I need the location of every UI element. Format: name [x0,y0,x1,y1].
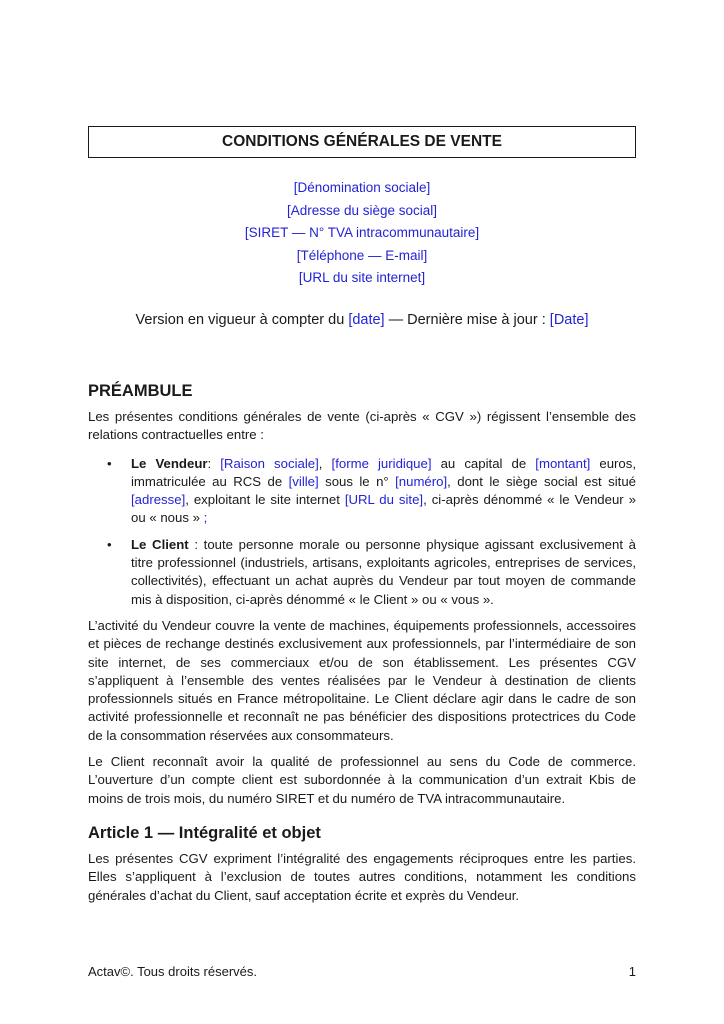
list-item-vendor [107,455,637,528]
client-text: : toute personne morale ou personne physique agissant exclusivement à titre professionnel (industriels, artisans, exploitants agricoles, entreprises de services, collectivités), effectuant un achat auprès du Vendeur par tout moyen de commande mis à disposition, ci-après dénommé « le Client » ou « vous ». [131,536,637,607]
url-placeholder: [URL du site] [344,492,424,508]
company-contact-placeholder: [Téléphone — E-mail] [296,247,428,263]
version-middle: — Dernière mise à jour : [384,312,550,328]
document-body [88,380,636,905]
vendor-text-1: au capital de [431,455,536,471]
company-info-block [88,177,636,290]
vendor-text-3: sous le n° [318,473,396,489]
preamble-heading: PRÉAMBULE [88,382,193,400]
vendor-label: Le Vendeur [131,455,208,471]
update-date-placeholder: [Date] [549,312,589,328]
forme-juridique-placeholder: [forme juridique] [331,455,432,471]
raison-sociale-placeholder: [Raison sociale] [220,455,319,471]
version-prefix: Version en vigueur à compter du [135,312,349,328]
bullet-icon: • [107,455,112,471]
preamble-intro: Les présentes conditions générales de vente (ci-après « CGV ») régissent l’ensemble des relations contractuelles entre : [88,409,636,443]
ville-placeholder: [ville] [288,473,319,489]
version-line [88,310,636,330]
article-1-paragraph: Les présentes CGV expriment l’intégralité des engagements réciproques entre les parties. Elles s’appliquent à l’exclusion de toutes autres conditions, notamment les conditions générales d’achat du Client, sauf acceptation écrite et exprès du Vendeur. [88,850,636,903]
activity-paragraph: L’activité du Vendeur couvre la vente de machines, équipements professionnels, accessoires et pièces de rechange destinés exclusivement aux professionnels, par l’intermédiaire de son site internet, de ses commerciaux et/ou de son établissement. Les présentes CGV s’appliquent à l’ensemble des ventes réalisées par le Vendeur à destination de clients professionnels situés en France métropolitaine. Le Client déclare agir dans le cadre de son activité professionnelle et reconnaît ne pas bénéficier des dispositions protectrices du Code de la consommation réservées aux consommateurs. [88,617,636,743]
parties-list [88,455,636,609]
footer-copyright: Actav©. Tous droits réservés. [88,964,258,979]
bullet-icon: • [107,536,112,552]
vendor-text-5: , exploitant le site internet [185,492,345,508]
company-website-placeholder: [URL du site internet] [298,270,426,286]
document-title: CONDITIONS GÉNÉRALES DE VENTE [222,133,502,150]
vendor-end: ; [203,510,208,526]
adresse-placeholder: [adresse] [131,492,186,508]
numero-placeholder: [numéro] [395,473,448,489]
vendor-sep: , [318,455,332,471]
company-name-placeholder: [Dénomination sociale] [293,180,431,195]
montant-placeholder: [montant] [535,455,591,471]
client-label: Le Client [131,536,189,552]
company-address-placeholder: [Adresse du siège social] [286,202,438,218]
version-date-placeholder: [date] [348,312,385,328]
vendor-text-4: , dont le siège social est situé [447,473,636,489]
document-title-box [88,126,636,158]
vendor-text-6: , ci-après dénommé « le Vendeur » ou « nous » [131,492,636,526]
vendor-colon: : [207,455,221,471]
quality-paragraph: Le Client reconnaît avoir la qualité de professionnel au sens du Code de commerce. L’ouverture d’un compte client est subordonnée à la communication d’un extrait Kbis de moins de trois mois, du numéro SIRET et du numéro de TVA intracommunautaire. [88,754,636,806]
company-siret-placeholder: [SIRET — N° TVA intracommunautaire] [244,225,480,241]
page-number: 1 [628,964,636,979]
list-item-client [107,536,637,609]
vendor-text-2: euros, immatriculée au RCS de [131,455,637,489]
article-1-heading: Article 1 — Intégralité et objet [88,823,321,842]
